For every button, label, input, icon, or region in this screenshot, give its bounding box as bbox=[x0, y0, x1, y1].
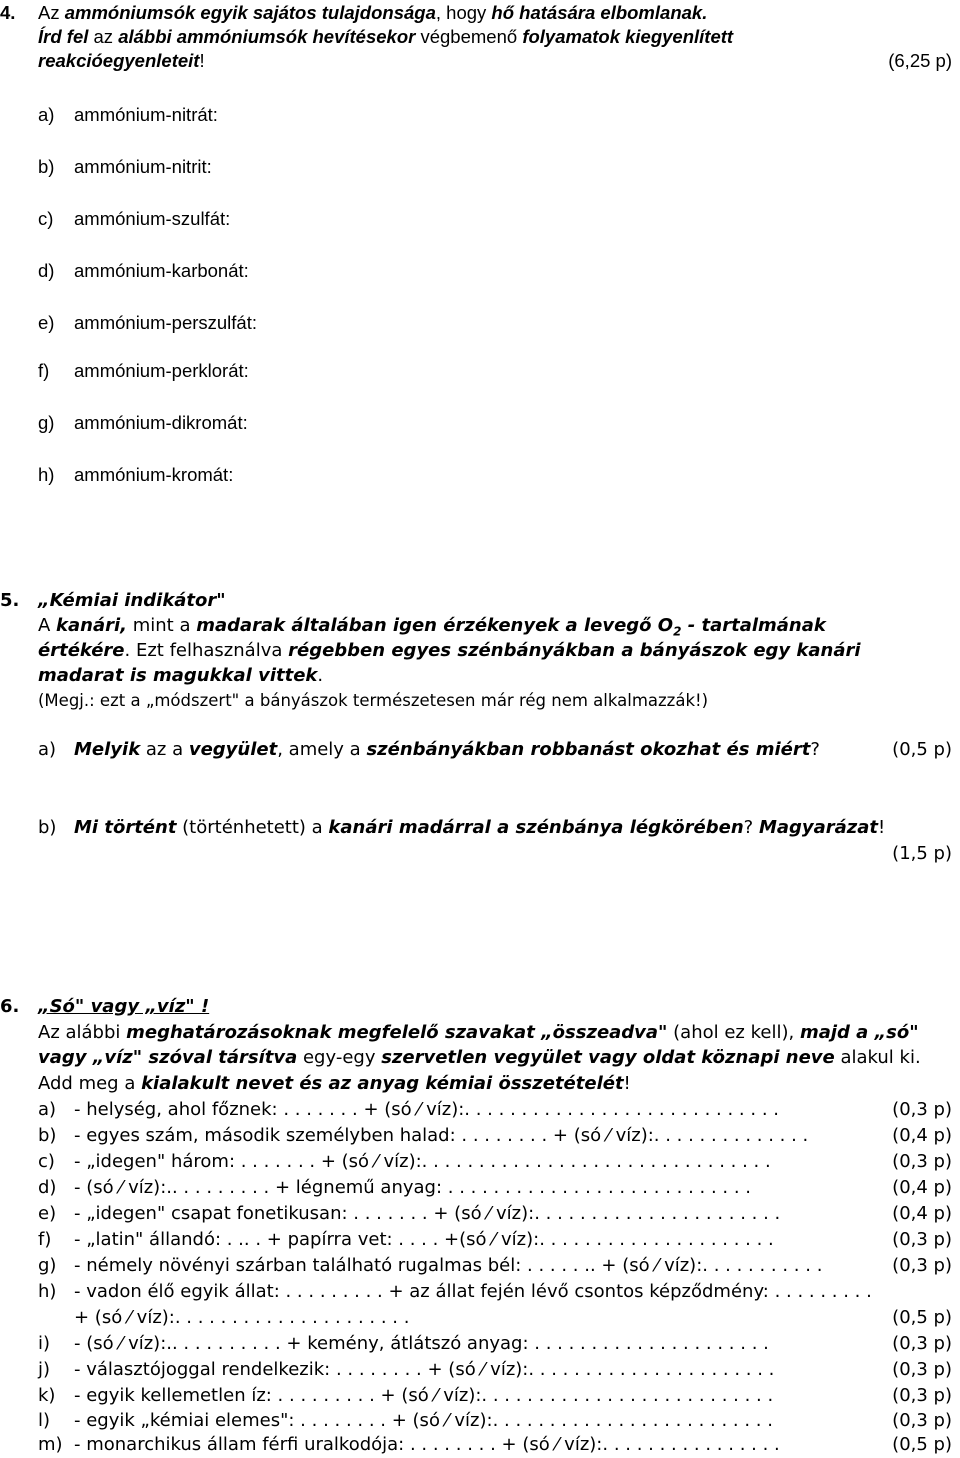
q4-intro-3: reakcióegyenleteit! bbox=[38, 50, 205, 71]
q5-line-1: A kanári, mint a madarak általában igen érzékenyek a levegő $O_2$ - tartalmának bbox=[38, 615, 826, 639]
q5-b-points: (1,5 p) bbox=[892, 843, 952, 864]
q4-number: 4. bbox=[0, 2, 16, 23]
q5-line-2: értékére. Ezt felhasználva régebben egyes szénbányákban a bányászok egy kanári bbox=[38, 640, 861, 661]
list-item: g) - némely növényi szárban található rugalmas bél: . . . . . .. + (só ⁄ víz):. . . . . . . . . . . (0,3 p) bbox=[38, 1255, 952, 1276]
list-item: j) - választójoggal rendelkezik: . . . . . . . . + (só ⁄ víz):. . . . . . . . . . . . . . . . . . . . . . (0,3 p) bbox=[38, 1359, 952, 1380]
q4-intro-2: Írd fel az alábbi ammóniumsók hevítésekor végbemenő folyamatok kiegyenlített bbox=[38, 26, 734, 47]
q5-title-line bbox=[0, 588, 960, 614]
list-item: f) - „latin" állandó: . .. . + papírra vet: . . . . +(só ⁄ víz):. . . . . . . . . . . . . . . . . . . . . (0,3 p) bbox=[38, 1229, 952, 1250]
q4-intro-1: Az ammóniumsók egyik sajátos tulajdonsága, hogy hő hatására elbomlanak. bbox=[38, 2, 708, 23]
q5-a-points: (0,5 p) bbox=[892, 739, 952, 760]
q5-note: (Megj.: ezt a „módszert" a bányászok természetesen már rég nem alkalmazzák!) bbox=[38, 691, 709, 710]
q6-line-3: Add meg a kialakult nevet és az anyag kémiai összetételét! bbox=[38, 1073, 631, 1094]
list-item: + (só ⁄ víz):. . . . . . . . . . . . . . . . . . . . . (0,5 p) bbox=[74, 1307, 952, 1328]
list-item: d) - (só ⁄ víz):.. . . . . . . . . + légnemű anyag: . . . . . . . . . . . . . . . . . . . . . . . . . . . (0,4 p) bbox=[38, 1177, 952, 1198]
q4-line-1 bbox=[0, 0, 960, 26]
q6-title: „Só" vagy „víz" ! bbox=[38, 996, 210, 1017]
q6-number: 6. bbox=[0, 996, 20, 1017]
list-item: a) - helység, ahol főznek: . . . . . . . + (só ⁄ víz):. . . . . . . . . . . . . . . . . . . . . . . . . . . . (0,3 p) bbox=[38, 1099, 952, 1120]
q6-line-1: Az alábbi meghatározásoknak megfelelő szavakat „összeadva" (ahol ez kell), majd a „só" bbox=[38, 1022, 919, 1043]
list-item: c) - „idegen" három: . . . . . . . + (só ⁄ víz):. . . . . . . . . . . . . . . . . . . . . . . . . . . . . . . (0,3 p) bbox=[38, 1151, 952, 1172]
list-item: e) - „idegen" csapat fonetikusan: . . . . . . . + (só ⁄ víz):. . . . . . . . . . . . . . . . . . . . . . (0,4 p) bbox=[38, 1203, 952, 1224]
q4-line-2 bbox=[0, 24, 960, 50]
q5-title: „Kémiai indikátor" bbox=[38, 590, 226, 611]
q5-b-points-line bbox=[0, 841, 960, 867]
list-item: i) - (só ⁄ víz):.. . . . . . . . . . + kemény, átlátszó anyag: . . . . . . . . . . . . . . . . . . . . . (0,3 p) bbox=[38, 1333, 952, 1354]
list-item: b) ammónium-nitrit: bbox=[38, 156, 212, 177]
q5-number: 5. bbox=[0, 590, 20, 611]
q6-line-2: vagy „víz" szóval társítva egy-egy szervetlen vegyület vagy oldat köznapi neve alakul ki. bbox=[38, 1047, 921, 1068]
list-item: b) - egyes szám, második személyben halad: . . . . . . . . + (só ⁄ víz):. . . . . . . . . . . . . . (0,4 p) bbox=[38, 1125, 952, 1146]
list-item: a) ammónium-nitrát: bbox=[38, 104, 218, 125]
list-item: k) - egyik kellemetlen íz: . . . . . . . . . + (só ⁄ víz):. . . . . . . . . . . . . . . . . . . . . . . . . . (0,3 p) bbox=[38, 1385, 952, 1406]
list-item: d) ammónium-karbonát: bbox=[38, 260, 249, 281]
q5-question-b: b) Mi történt (történhetett) a kanári madárral a szénbánya légkörében? Magyarázat! bbox=[38, 817, 886, 838]
q5-line-3: madarat is magukkal vittek. bbox=[38, 665, 324, 686]
list-item: l) - egyik „kémiai elemes": . . . . . . . . + (só ⁄ víz):. . . . . . . . . . . . . . . . . . . . . . . . . (0,3 p) bbox=[38, 1410, 952, 1431]
q6-title-line bbox=[0, 994, 960, 1020]
list-item: f) ammónium-perklorát: bbox=[38, 360, 249, 381]
list-item: c) ammónium-szulfát: bbox=[38, 208, 231, 229]
q4-points: (6,25 p) bbox=[888, 50, 952, 71]
list-item: h) ammónium-kromát: bbox=[38, 464, 234, 485]
list-item: m) - monarchikus állam férfi uralkodója: . . . . . . . . + (só ⁄ víz):. . . . . . . . . . . . . . . . (0,5 p) bbox=[38, 1434, 952, 1455]
list-item: e) ammónium-perszulfát: bbox=[38, 312, 258, 333]
q5-question-a: a) Melyik az a vegyület, amely a szénbányákban robbanást okozhat és miért? (0,5 p) bbox=[0, 737, 960, 763]
list-item: h) - vadon élő egyik állat: . . . . . . . . . + az állat fején lévő csontos képződmény: . . . . . . . . . bbox=[38, 1281, 872, 1302]
q4-line-3 bbox=[0, 48, 960, 74]
list-item: g) ammónium-dikromát: bbox=[38, 412, 248, 433]
